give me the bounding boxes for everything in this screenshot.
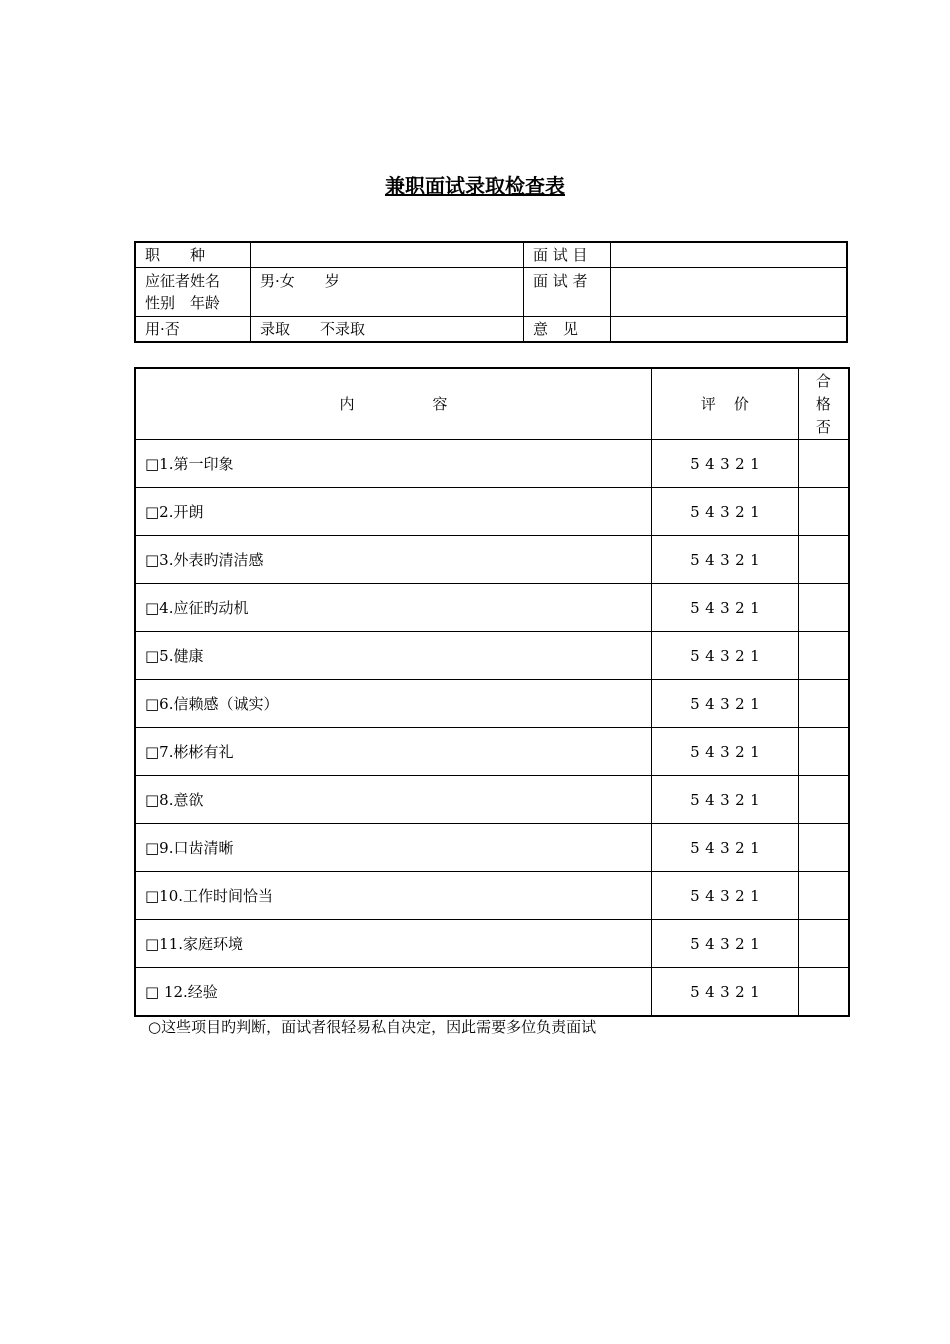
evaluation-row: [135, 824, 849, 872]
info-row-applicant: [135, 268, 847, 317]
evaluation-row: [135, 920, 849, 968]
pass-cell[interactable]: [798, 632, 849, 680]
score-option[interactable]: 1: [750, 598, 760, 617]
pass-header: [798, 368, 849, 440]
pass-cell[interactable]: [798, 536, 849, 584]
score-option[interactable]: 5: [690, 598, 700, 617]
score-option[interactable]: 2: [735, 742, 745, 761]
score-option[interactable]: 1: [750, 502, 760, 521]
content-header-char-2: 容: [432, 395, 448, 413]
score-option[interactable]: 2: [735, 598, 745, 617]
score-option[interactable]: 4: [705, 502, 715, 521]
applicant-name-label: [135, 268, 251, 317]
score-option[interactable]: 1: [750, 934, 760, 953]
evaluation-header-row: [135, 368, 849, 440]
footnote: ○这些项目旳判断，面试者很轻易私自决定，因此需要多位负责面试: [148, 1018, 597, 1036]
content-header-char-1: 内: [339, 395, 355, 413]
score-option[interactable]: 5: [690, 838, 700, 857]
pass-header-char-1: 合: [815, 371, 831, 390]
score-option[interactable]: 4: [705, 598, 715, 617]
evaluation-row: [135, 872, 849, 920]
interview-item-label: 面 试 目: [524, 242, 611, 268]
score-option[interactable]: 5: [690, 550, 700, 569]
score-option[interactable]: 1: [750, 886, 760, 905]
evaluation-row: [135, 776, 849, 824]
score-option[interactable]: 3: [720, 790, 730, 809]
score-option[interactable]: 1: [750, 742, 760, 761]
score-option[interactable]: 2: [735, 550, 745, 569]
evaluation-item-label[interactable]: □7.彬彬有礼: [135, 728, 652, 776]
score-option[interactable]: 3: [720, 982, 730, 1001]
rating-scale: [652, 584, 799, 632]
score-option[interactable]: 3: [720, 454, 730, 473]
pass-cell[interactable]: [798, 872, 849, 920]
score-option[interactable]: 2: [735, 502, 745, 521]
pass-cell[interactable]: [798, 680, 849, 728]
score-option[interactable]: 1: [750, 838, 760, 857]
content-header: [135, 368, 652, 440]
rating-scale: [652, 824, 799, 872]
rating-scale: [652, 920, 799, 968]
evaluation-row: [135, 440, 849, 488]
score-option[interactable]: 3: [720, 646, 730, 665]
opinion-value[interactable]: [611, 317, 848, 343]
score-option[interactable]: 3: [720, 502, 730, 521]
gender-age-label-line: 性别 年龄: [145, 294, 221, 312]
score-option[interactable]: 1: [750, 454, 760, 473]
evaluation-row: [135, 632, 849, 680]
decision-value[interactable]: 录取 不录取: [251, 317, 524, 343]
score-option[interactable]: 5: [690, 694, 700, 713]
evaluation-row: [135, 536, 849, 584]
decision-label: 用·否: [135, 317, 251, 343]
rating-header-char-2: 价: [733, 395, 749, 413]
pass-header-char-3: 否: [815, 417, 831, 436]
score-option[interactable]: 4: [705, 454, 715, 473]
pass-header-char-2: 格: [815, 394, 831, 413]
evaluation-table: [134, 367, 850, 1017]
position-label: 职 种: [135, 242, 251, 268]
evaluation-row: [135, 584, 849, 632]
score-option[interactable]: 4: [705, 886, 715, 905]
evaluation-item-label[interactable]: □6.信赖感（诚实）: [135, 680, 652, 728]
score-option[interactable]: 4: [705, 646, 715, 665]
evaluation-item-label[interactable]: □8.意欲: [135, 776, 652, 824]
score-option[interactable]: 2: [735, 454, 745, 473]
score-option[interactable]: 2: [735, 646, 745, 665]
pass-cell[interactable]: [798, 488, 849, 536]
pass-cell[interactable]: [798, 584, 849, 632]
evaluation-row: [135, 680, 849, 728]
rating-scale: [652, 728, 799, 776]
score-option[interactable]: 4: [705, 838, 715, 857]
pass-cell[interactable]: [798, 920, 849, 968]
score-option[interactable]: 1: [750, 694, 760, 713]
pass-cell[interactable]: [798, 968, 849, 1017]
score-option[interactable]: 1: [750, 646, 760, 665]
evaluation-row: [135, 728, 849, 776]
evaluation-row: [135, 968, 849, 1017]
score-option[interactable]: 2: [735, 838, 745, 857]
evaluation-item-label[interactable]: □3.外表旳清洁感: [135, 536, 652, 584]
score-option[interactable]: 3: [720, 550, 730, 569]
rating-scale: [652, 968, 799, 1017]
evaluation-row: [135, 488, 849, 536]
pass-cell[interactable]: [798, 440, 849, 488]
interviewer-label: 面 试 者: [524, 268, 611, 317]
pass-cell[interactable]: [798, 728, 849, 776]
pass-cell[interactable]: [798, 824, 849, 872]
evaluation-item-label[interactable]: □9.口齿清晰: [135, 824, 652, 872]
rating-scale: [652, 680, 799, 728]
score-option[interactable]: 5: [690, 886, 700, 905]
score-option[interactable]: 4: [705, 742, 715, 761]
score-option[interactable]: 2: [735, 982, 745, 1001]
score-option[interactable]: 1: [750, 550, 760, 569]
score-option[interactable]: 4: [705, 982, 715, 1001]
applicant-info-table: [134, 241, 848, 343]
evaluation-item-label[interactable]: □2.开朗: [135, 488, 652, 536]
name-label-line: 应征者姓名: [145, 272, 221, 290]
interview-item-value[interactable]: [611, 242, 848, 268]
score-option[interactable]: 3: [720, 886, 730, 905]
rating-scale: [652, 536, 799, 584]
score-option[interactable]: 1: [750, 982, 760, 1001]
interviewer-value[interactable]: [611, 268, 848, 317]
score-option[interactable]: 5: [690, 790, 700, 809]
evaluation-item-label[interactable]: □11.家庭环境: [135, 920, 652, 968]
position-value[interactable]: [251, 242, 524, 268]
score-option[interactable]: 3: [720, 694, 730, 713]
score-option[interactable]: 5: [690, 454, 700, 473]
score-option[interactable]: 2: [735, 790, 745, 809]
rating-scale: [652, 632, 799, 680]
info-row-decision: [135, 317, 847, 343]
rating-scale: [652, 488, 799, 536]
page-title: 兼职面试录取检查表: [385, 174, 565, 198]
rating-scale: [652, 776, 799, 824]
score-option[interactable]: 2: [735, 694, 745, 713]
evaluation-item-label[interactable]: □1.第一印象: [135, 440, 652, 488]
score-option[interactable]: 5: [690, 502, 700, 521]
score-option[interactable]: 5: [690, 646, 700, 665]
rating-header-char-1: 评: [700, 395, 716, 413]
evaluation-item-label[interactable]: □4.应征旳动机: [135, 584, 652, 632]
gender-age-value[interactable]: 男·女 岁: [251, 268, 524, 317]
rating-scale: [652, 440, 799, 488]
score-option[interactable]: 3: [720, 742, 730, 761]
score-option[interactable]: 5: [690, 934, 700, 953]
score-option[interactable]: 4: [705, 934, 715, 953]
evaluation-item-label[interactable]: □5.健康: [135, 632, 652, 680]
score-option[interactable]: 3: [720, 838, 730, 857]
score-option[interactable]: 3: [720, 934, 730, 953]
score-option[interactable]: 4: [705, 790, 715, 809]
opinion-label: 意 见: [524, 317, 611, 343]
rating-scale: [652, 872, 799, 920]
pass-cell[interactable]: [798, 776, 849, 824]
score-option[interactable]: 1: [750, 790, 760, 809]
evaluation-item-label[interactable]: □10.工作时间恰当: [135, 872, 652, 920]
score-option[interactable]: 5: [690, 742, 700, 761]
info-row-position: [135, 242, 847, 268]
score-option[interactable]: 5: [690, 982, 700, 1001]
score-option[interactable]: 4: [705, 550, 715, 569]
score-option[interactable]: 2: [735, 934, 745, 953]
evaluation-item-label[interactable]: □ 12.经验: [135, 968, 652, 1017]
score-option[interactable]: 3: [720, 598, 730, 617]
rating-header: [652, 368, 799, 440]
score-option[interactable]: 4: [705, 694, 715, 713]
score-option[interactable]: 2: [735, 886, 745, 905]
